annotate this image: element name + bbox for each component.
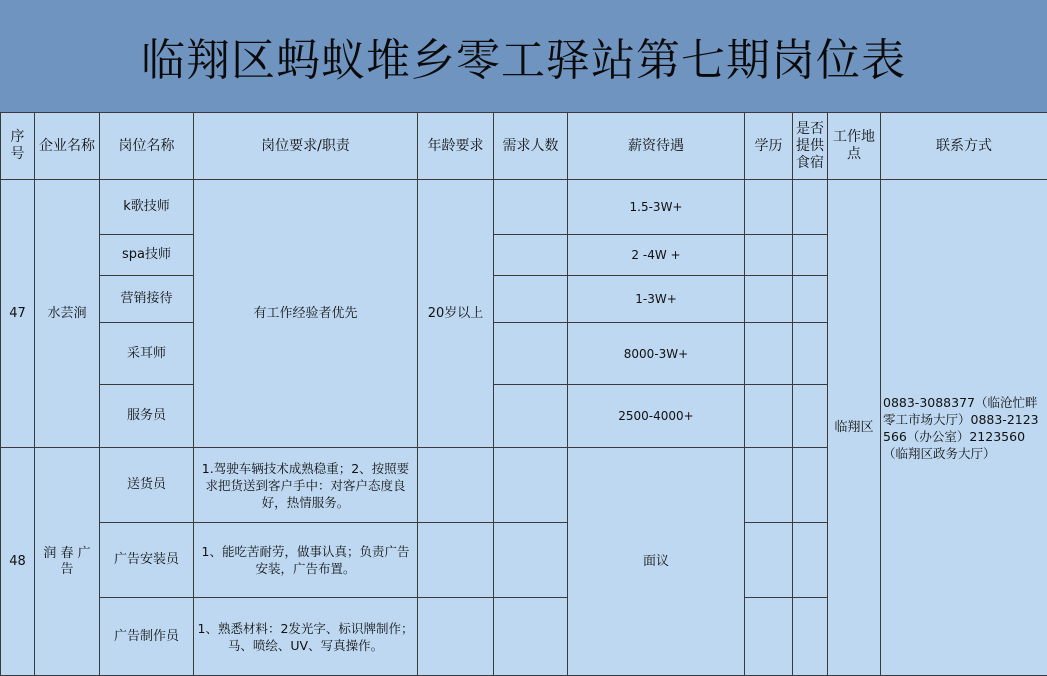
headcount-cell (494, 323, 568, 385)
lodging-cell (793, 180, 828, 235)
page-title: 临翔区蚂蚁堆乡零工驿站第七期岗位表 (0, 0, 1047, 113)
headcount-cell (494, 448, 568, 523)
lodging-cell (793, 385, 828, 448)
salary-cell: 2500-4000+ (568, 385, 745, 448)
headcount-cell (494, 276, 568, 323)
salary-cell: 2 -4W + (568, 235, 745, 276)
company-cell: 水芸涧 (35, 180, 100, 448)
education-cell (745, 598, 793, 676)
position-cell: 采耳师 (100, 323, 194, 385)
contact-cell: 0883-3088377（临沧忙畔零工市场大厅）0883-2123566（办公室）2123560（临翔区政务大厅） (881, 180, 1047, 676)
headcount-cell (494, 523, 568, 598)
education-cell (745, 385, 793, 448)
table-row (1, 180, 1047, 235)
age-cell (418, 448, 494, 523)
lodging-cell (793, 523, 828, 598)
headcount-cell (494, 180, 568, 235)
position-cell: 服务员 (100, 385, 194, 448)
header-location: 工作地点 (828, 113, 881, 180)
education-cell (745, 323, 793, 385)
header-contact: 联系方式 (881, 113, 1047, 180)
header-company: 企业名称 (35, 113, 100, 180)
requirements-cell: 1.驾驶车辆技术成熟稳重；2、按照要求把货送到客户手中：对客户态度良好，热情服务。 (194, 448, 418, 523)
lodging-cell (793, 276, 828, 323)
position-cell: 广告制作员 (100, 598, 194, 676)
education-cell (745, 235, 793, 276)
salary-cell: 1.5-3W+ (568, 180, 745, 235)
age-cell (418, 523, 494, 598)
position-cell: 营销接待 (100, 276, 194, 323)
lodging-cell (793, 598, 828, 676)
header-position: 岗位名称 (100, 113, 194, 180)
header-row (1, 113, 1047, 180)
salary-cell: 1-3W+ (568, 276, 745, 323)
seq-cell: 48 (1, 448, 35, 676)
header-education: 学历 (745, 113, 793, 180)
requirements-cell: 1、熟悉材料：2发光字、标识牌制作；马、喷绘、UV、写真操作。 (194, 598, 418, 676)
header-seq: 序号 (1, 113, 35, 180)
position-cell: 广告安装员 (100, 523, 194, 598)
lodging-cell (793, 323, 828, 385)
salary-cell: 面议 (568, 448, 745, 676)
education-cell (745, 523, 793, 598)
seq-cell: 47 (1, 180, 35, 448)
header-lodging: 是否提供食宿 (793, 113, 828, 180)
position-cell: k歌技师 (100, 180, 194, 235)
requirements-cell: 1、能吃苦耐劳，做事认真；负责广告安装，广告布置。 (194, 523, 418, 598)
education-cell (745, 276, 793, 323)
education-cell (745, 448, 793, 523)
position-cell: 送货员 (100, 448, 194, 523)
header-requirements: 岗位要求/职责 (194, 113, 418, 180)
headcount-cell (494, 385, 568, 448)
job-table (0, 112, 1047, 676)
headcount-cell (494, 598, 568, 676)
headcount-cell (494, 235, 568, 276)
header-age: 年龄要求 (418, 113, 494, 180)
location-cell: 临翔区 (828, 180, 881, 676)
position-cell: spa技师 (100, 235, 194, 276)
salary-cell: 8000-3W+ (568, 323, 745, 385)
header-headcount: 需求人数 (494, 113, 568, 180)
header-salary: 薪资待遇 (568, 113, 745, 180)
age-cell: 20岁以上 (418, 180, 494, 448)
requirements-cell: 有工作经验者优先 (194, 180, 418, 448)
education-cell (745, 180, 793, 235)
age-cell (418, 598, 494, 676)
company-cell: 润 春 广告 (35, 448, 100, 676)
lodging-cell (793, 448, 828, 523)
lodging-cell (793, 235, 828, 276)
